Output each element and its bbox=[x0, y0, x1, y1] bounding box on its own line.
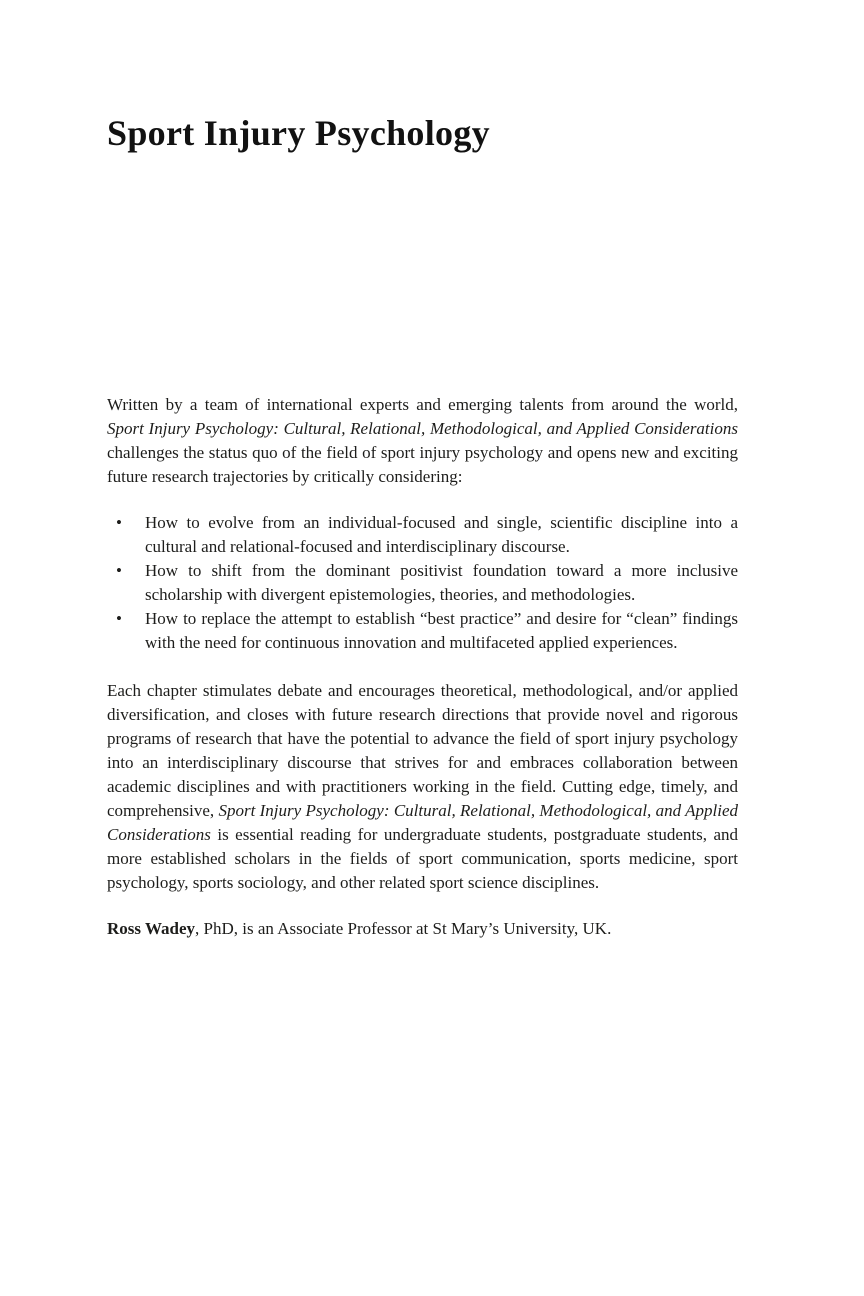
list-item bbox=[107, 559, 738, 607]
bullet-text: How to evolve from an individual-focused and single, scientific discipline into a cultural and relational-focused and interdisciplinary discourse. bbox=[145, 513, 738, 556]
bullet-text: How to shift from the dominant positivist foundation toward a more inclusive scholarship with divergent epistemologies, theories, and methodologies. bbox=[145, 561, 738, 604]
book-title-inline-italic: Sport Injury Psychology: Cultural, Relational, Methodological, and Applied Considerations bbox=[107, 419, 738, 438]
closing-text-start: Each chapter stimulates debate and encourages theoretical, methodological, and/or applied diversification, and closes with future research directions that provide novel and rigorous programs of research that have the potential to advance the field of sport injury psychology into an interdisciplinary discourse that strives for and embraces collaboration between academic disciplines and with practitioners working in the field. Cutting edge, timely, and comprehensive, bbox=[107, 681, 738, 820]
bullet-text: How to replace the attempt to establish “best practice” and desire for “clean” findings with the need for continuous innovation and multifaceted applied experiences. bbox=[145, 609, 738, 652]
closing-paragraph bbox=[107, 679, 738, 895]
bullet-icon: • bbox=[116, 609, 122, 628]
author-name: Ross Wadey bbox=[107, 919, 196, 938]
book-title-inline-italic: Sport Injury Psychology: Cultural, Relational, Methodological, and Applied Considerations bbox=[107, 801, 738, 844]
intro-paragraph bbox=[107, 393, 738, 489]
author-description: , PhD, is an Associate Professor at St Mary’s University, UK. bbox=[195, 919, 612, 938]
book-title: Sport Injury Psychology bbox=[107, 113, 490, 153]
author-line bbox=[107, 917, 738, 941]
list-item bbox=[107, 607, 738, 655]
intro-text-start: Written by a team of international experts and emerging talents from around the world, bbox=[107, 395, 738, 414]
considerations-list bbox=[107, 511, 738, 655]
bullet-icon: • bbox=[116, 513, 122, 532]
intro-text-end: challenges the status quo of the field of sport injury psychology and opens new and exciting future research trajectories by critically considering: bbox=[107, 443, 738, 486]
closing-text-end: is essential reading for undergraduate students, postgraduate students, and more established scholars in the fields of sport communication, sports medicine, sport psychology, sports sociology, and other related sport science disciplines. bbox=[107, 825, 738, 892]
page-body bbox=[107, 393, 738, 941]
list-item bbox=[107, 511, 738, 559]
bullet-icon: • bbox=[116, 561, 122, 580]
